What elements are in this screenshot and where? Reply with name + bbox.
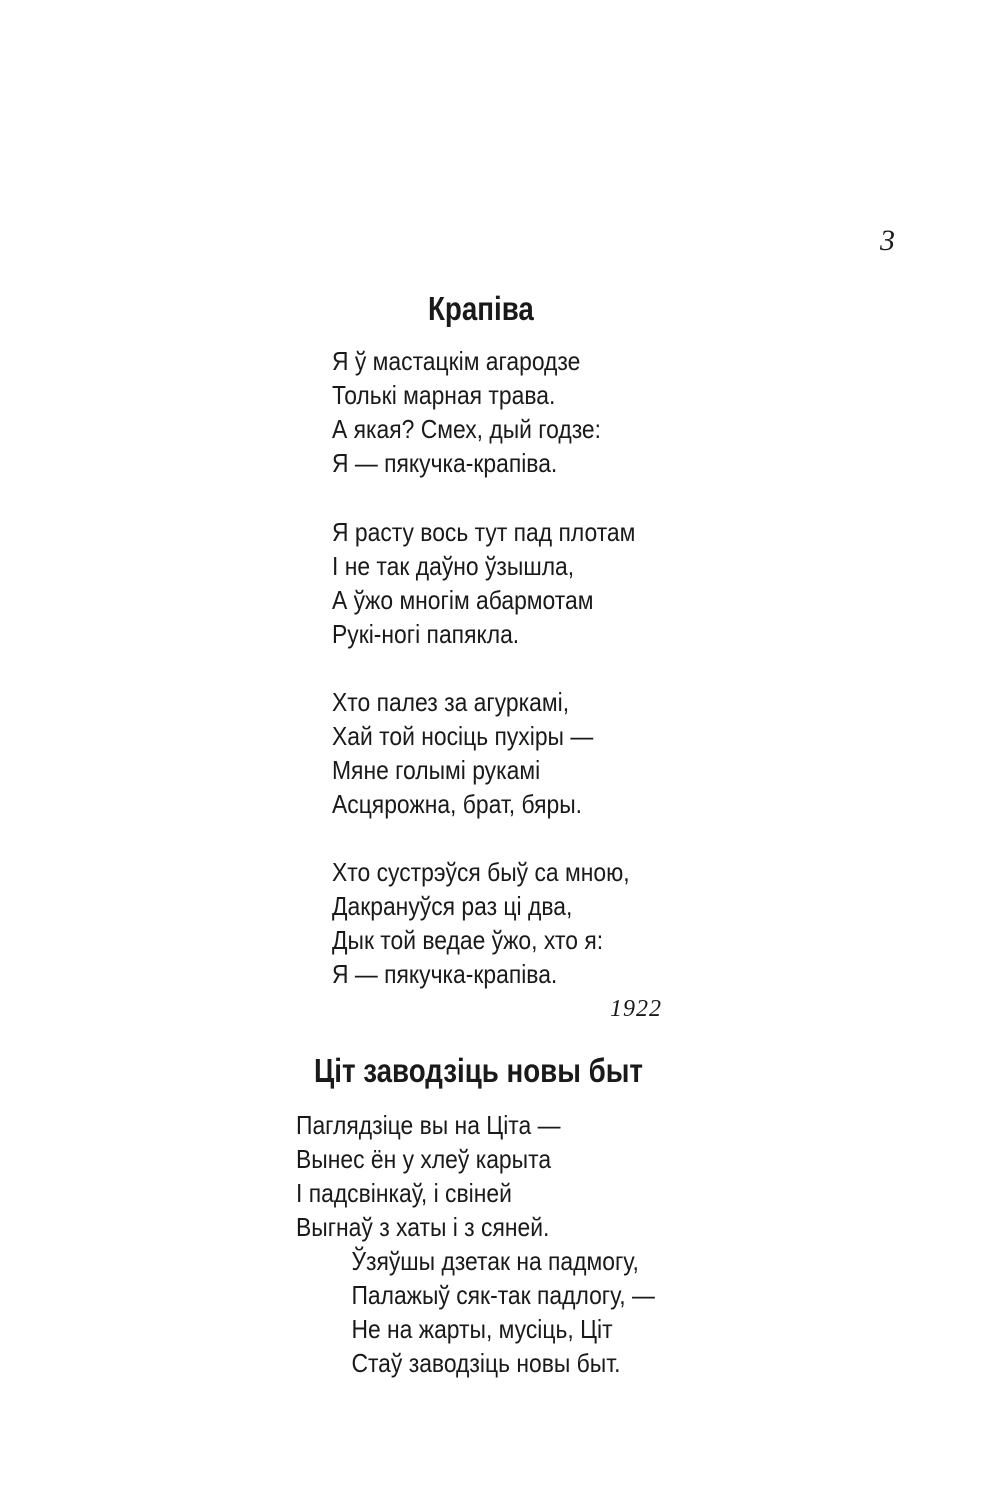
poem-line: Не на жарты, мусіць, Ціт [351,1314,613,1344]
poem-line: Выгнаў з хаты і з сяней. [296,1212,550,1242]
poem-line: Я ў мастацкім агародзе [332,346,581,376]
poem-line: Палажыў сяк-так падлогу, — [351,1280,655,1310]
poem-line: А ўжо многім абармотам [332,585,594,615]
poem-line: Мяне голымі рукамі [332,755,541,785]
poem-line: А якая? Смех, дый годзе: [332,414,602,444]
poem-line: Хай той носіць пухіры — [332,721,594,751]
stanza [332,344,638,480]
page-number: 3 [880,224,895,257]
stanza [296,1108,704,1380]
poem-line: Я расту вось тут пад плотам [332,517,636,547]
poem-line: Стаў заводзіць новы быт. [351,1348,621,1378]
poem-line: Хто палез за агуркамі, [332,687,570,717]
poem-line: Я — пякучка-крапіва. [332,959,558,989]
poem-line: Хто сустрэўся быў са мною, [332,857,630,887]
poem-line: Толькі марная трава. [332,380,556,410]
stanza [332,685,629,821]
stanza [332,855,670,991]
poem-line: Вынес ён у хлеў карыта [296,1144,552,1174]
poem-line: Дакрануўся раз ці два, [332,891,573,921]
poem-title: Крапіва [428,290,534,327]
poem-date: 1922 [610,996,662,1022]
poem-line: Я — пякучка-крапіва. [332,448,558,478]
poem-title: Ціт заводзіць новы быт [314,1052,643,1089]
poem-line: І не так даўно ўзышла, [332,551,575,581]
poem-line: Асцярожна, брат, бяры. [332,789,583,819]
poem-line: Дык той ведае ўжо, хто я: [332,925,604,955]
poem-line: І падсвінкаў, і свіней [296,1178,512,1208]
poem-line: Рукі-ногі папякла. [332,619,520,649]
stanza [332,515,677,651]
poem-line: Паглядзіце вы на Ціта — [296,1110,561,1140]
poem-line: Ўзяўшы дзетак на падмогу, [351,1246,639,1276]
